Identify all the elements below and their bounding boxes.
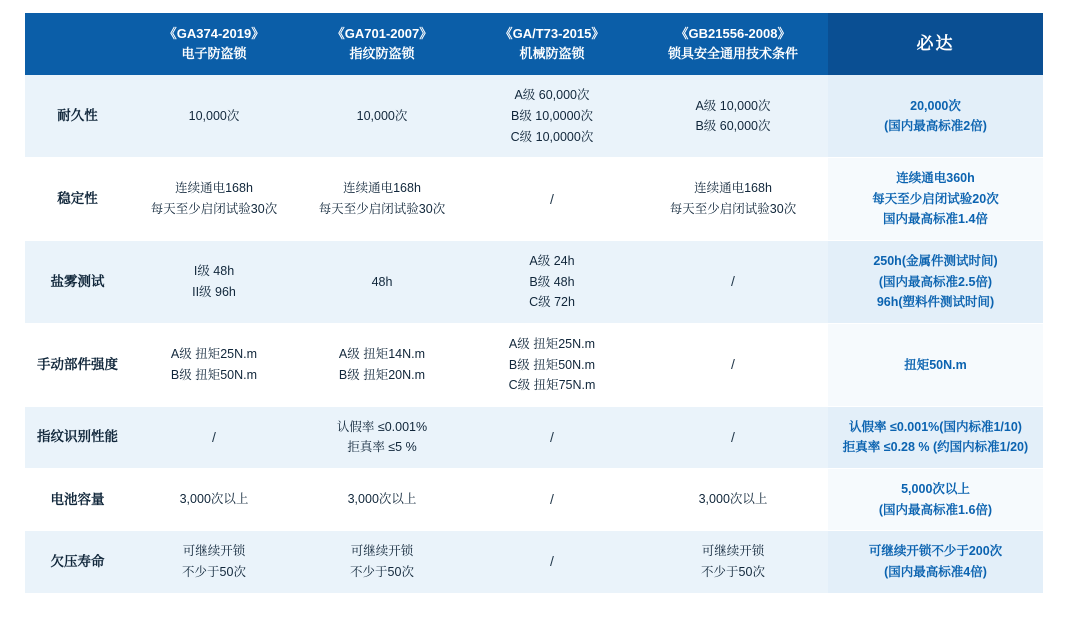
row-label: 欠压寿命: [25, 531, 130, 593]
row-label: 盐雾测试: [25, 241, 130, 324]
cell-ga374: [130, 406, 298, 468]
cell-line: (国内最高标准2倍): [884, 119, 987, 134]
cell-gat73: [466, 75, 638, 157]
cell-brand: [828, 406, 1043, 468]
cell-line: (国内最高标准2.5倍): [878, 274, 993, 289]
row-label: 指纹识别性能: [25, 406, 130, 468]
cell-line: B级 扭矩50N.m: [170, 367, 258, 382]
cell-line: /: [550, 553, 554, 570]
cell-line: /: [731, 428, 735, 445]
cell-gat73: [466, 158, 638, 241]
cell-ga701: [298, 75, 466, 157]
cell-line: /: [731, 356, 735, 373]
cell-line: A级 10,000次: [695, 98, 771, 113]
table-row: [25, 469, 1043, 531]
table-row: [25, 323, 1043, 406]
cell-line: C级 72h: [529, 295, 575, 310]
cell-brand: [828, 241, 1043, 324]
cell-gb21556: [638, 241, 828, 324]
cell-ga374: [130, 158, 298, 241]
cell-line: 可继续开锁: [350, 544, 414, 559]
header-corner-cell: [25, 13, 130, 75]
cell-line: 250h(金属件测试时间): [873, 254, 998, 269]
cell-gat73: [466, 469, 638, 531]
header-standard-name: 《GB21556-2008》: [675, 26, 791, 41]
table-row: [25, 531, 1043, 593]
cell-line: 拒真率 ≤0.28 % (约国内标准1/20): [842, 440, 1029, 455]
header-standard-desc: 电子防盗锁: [181, 46, 247, 62]
cell-line: 每天至少启闭试验30次: [669, 202, 797, 217]
cell-line: 每天至少启闭试验30次: [150, 202, 278, 217]
cell-line: 可继续开锁不少于200次: [868, 544, 1003, 559]
cell-brand: [828, 531, 1043, 593]
table-header-row: [25, 13, 1043, 75]
cell-line: /: [550, 190, 554, 207]
cell-ga374: [130, 323, 298, 406]
table-body: [25, 75, 1043, 592]
cell-gat73: [466, 531, 638, 593]
cell-line: B级 10,0000次: [511, 108, 593, 123]
header-standard-desc: 锁具安全通用技术条件: [667, 46, 798, 62]
header-col-brand: 必达: [828, 13, 1043, 75]
row-label: 电池容量: [25, 469, 130, 531]
cell-brand: [828, 158, 1043, 241]
cell-line: 5,000次以上: [901, 482, 970, 497]
cell-line: A级 60,000次: [514, 88, 590, 103]
table-row: [25, 158, 1043, 241]
table-row: [25, 406, 1043, 468]
cell-line: C级 10,0000次: [510, 129, 594, 144]
cell-line: 不少于50次: [701, 564, 765, 579]
table-row: [25, 241, 1043, 324]
cell-gb21556: [638, 323, 828, 406]
header-col-gb21556: [638, 13, 828, 75]
cell-line: /: [731, 273, 735, 290]
cell-line: 可继续开锁: [182, 544, 246, 559]
cell-ga701: [298, 469, 466, 531]
cell-line: /: [212, 428, 216, 445]
cell-line: /: [550, 428, 554, 445]
cell-gb21556: [638, 406, 828, 468]
cell-ga701: [298, 241, 466, 324]
cell-ga701: [298, 158, 466, 241]
specification-comparison-table: [25, 13, 1043, 593]
cell-line: 连续通电168h: [694, 181, 772, 196]
cell-gb21556: [638, 158, 828, 241]
cell-line: 认假率 ≤0.001%: [336, 419, 428, 434]
cell-line: 3,000次以上: [698, 492, 768, 507]
cell-line: A级 扭矩14N.m: [338, 347, 426, 362]
cell-gb21556: [638, 469, 828, 531]
cell-line: 20,000次: [910, 98, 961, 113]
cell-ga701: [298, 323, 466, 406]
header-standard-desc: 机械防盗锁: [519, 46, 585, 62]
cell-line: I级 48h: [193, 264, 235, 279]
cell-ga374: [130, 75, 298, 157]
cell-gb21556: [638, 75, 828, 157]
row-label: 耐久性: [25, 75, 130, 157]
table-header: [25, 13, 1043, 75]
header-standard-desc: 指纹防盗锁: [349, 46, 415, 62]
cell-ga701: [298, 406, 466, 468]
row-label: 稳定性: [25, 158, 130, 241]
cell-line: 不少于50次: [182, 564, 246, 579]
header-standard-name: 《GA/T73-2015》: [499, 26, 605, 41]
header-col-ga701: [298, 13, 466, 75]
cell-ga374: [130, 469, 298, 531]
cell-line: B级 扭矩20N.m: [338, 367, 426, 382]
cell-line: 3,000次以上: [179, 492, 249, 507]
cell-gat73: [466, 406, 638, 468]
cell-line: A级 24h: [529, 254, 575, 269]
cell-brand: [828, 75, 1043, 157]
cell-line: B级 扭矩50N.m: [508, 357, 596, 372]
header-col-ga374: [130, 13, 298, 75]
cell-brand: [828, 469, 1043, 531]
cell-line: C级 扭矩75N.m: [508, 378, 596, 393]
cell-line: 连续通电360h: [896, 171, 975, 186]
cell-line: A级 扭矩25N.m: [508, 336, 596, 351]
cell-ga374: [130, 531, 298, 593]
header-standard-name: 《GA701-2007》: [331, 26, 433, 41]
cell-ga701: [298, 531, 466, 593]
cell-line: 国内最高标准1.4倍: [883, 212, 988, 227]
cell-line: /: [550, 491, 554, 508]
cell-line: 3,000次以上: [347, 492, 417, 507]
cell-ga374: [130, 241, 298, 324]
cell-line: B级 48h: [529, 274, 575, 289]
cell-line: 每天至少启闭试验20次: [872, 191, 999, 206]
cell-line: II级 96h: [192, 284, 236, 299]
row-label: 手动部件强度: [25, 323, 130, 406]
cell-gb21556: [638, 531, 828, 593]
cell-line: 可继续开锁: [701, 544, 765, 559]
cell-line: 48h: [371, 274, 393, 289]
cell-line: 每天至少启闭试验30次: [318, 202, 446, 217]
cell-line: 不少于50次: [350, 564, 414, 579]
cell-gat73: [466, 241, 638, 324]
cell-line: 认假率 ≤0.001%(国内标准1/10): [849, 419, 1022, 434]
cell-line: 96h(塑料件测试时间): [876, 295, 995, 310]
cell-line: 连续通电168h: [175, 181, 253, 196]
cell-gat73: [466, 323, 638, 406]
cell-line: 10,000次: [356, 108, 408, 123]
cell-line: A级 扭矩25N.m: [170, 347, 258, 362]
header-standard-name: 《GA374-2019》: [163, 26, 265, 41]
cell-line: 10,000次: [188, 108, 240, 123]
cell-line: B级 60,000次: [695, 119, 771, 134]
cell-brand: [828, 323, 1043, 406]
cell-line: 拒真率 ≤5 %: [347, 440, 417, 455]
header-col-gat73: [466, 13, 638, 75]
table-row: [25, 75, 1043, 157]
cell-line: 连续通电168h: [343, 181, 421, 196]
cell-line: (国内最高标准1.6倍): [878, 502, 993, 517]
cell-line: 扭矩50N.m: [904, 357, 967, 372]
cell-line: (国内最高标准4倍): [884, 564, 987, 579]
